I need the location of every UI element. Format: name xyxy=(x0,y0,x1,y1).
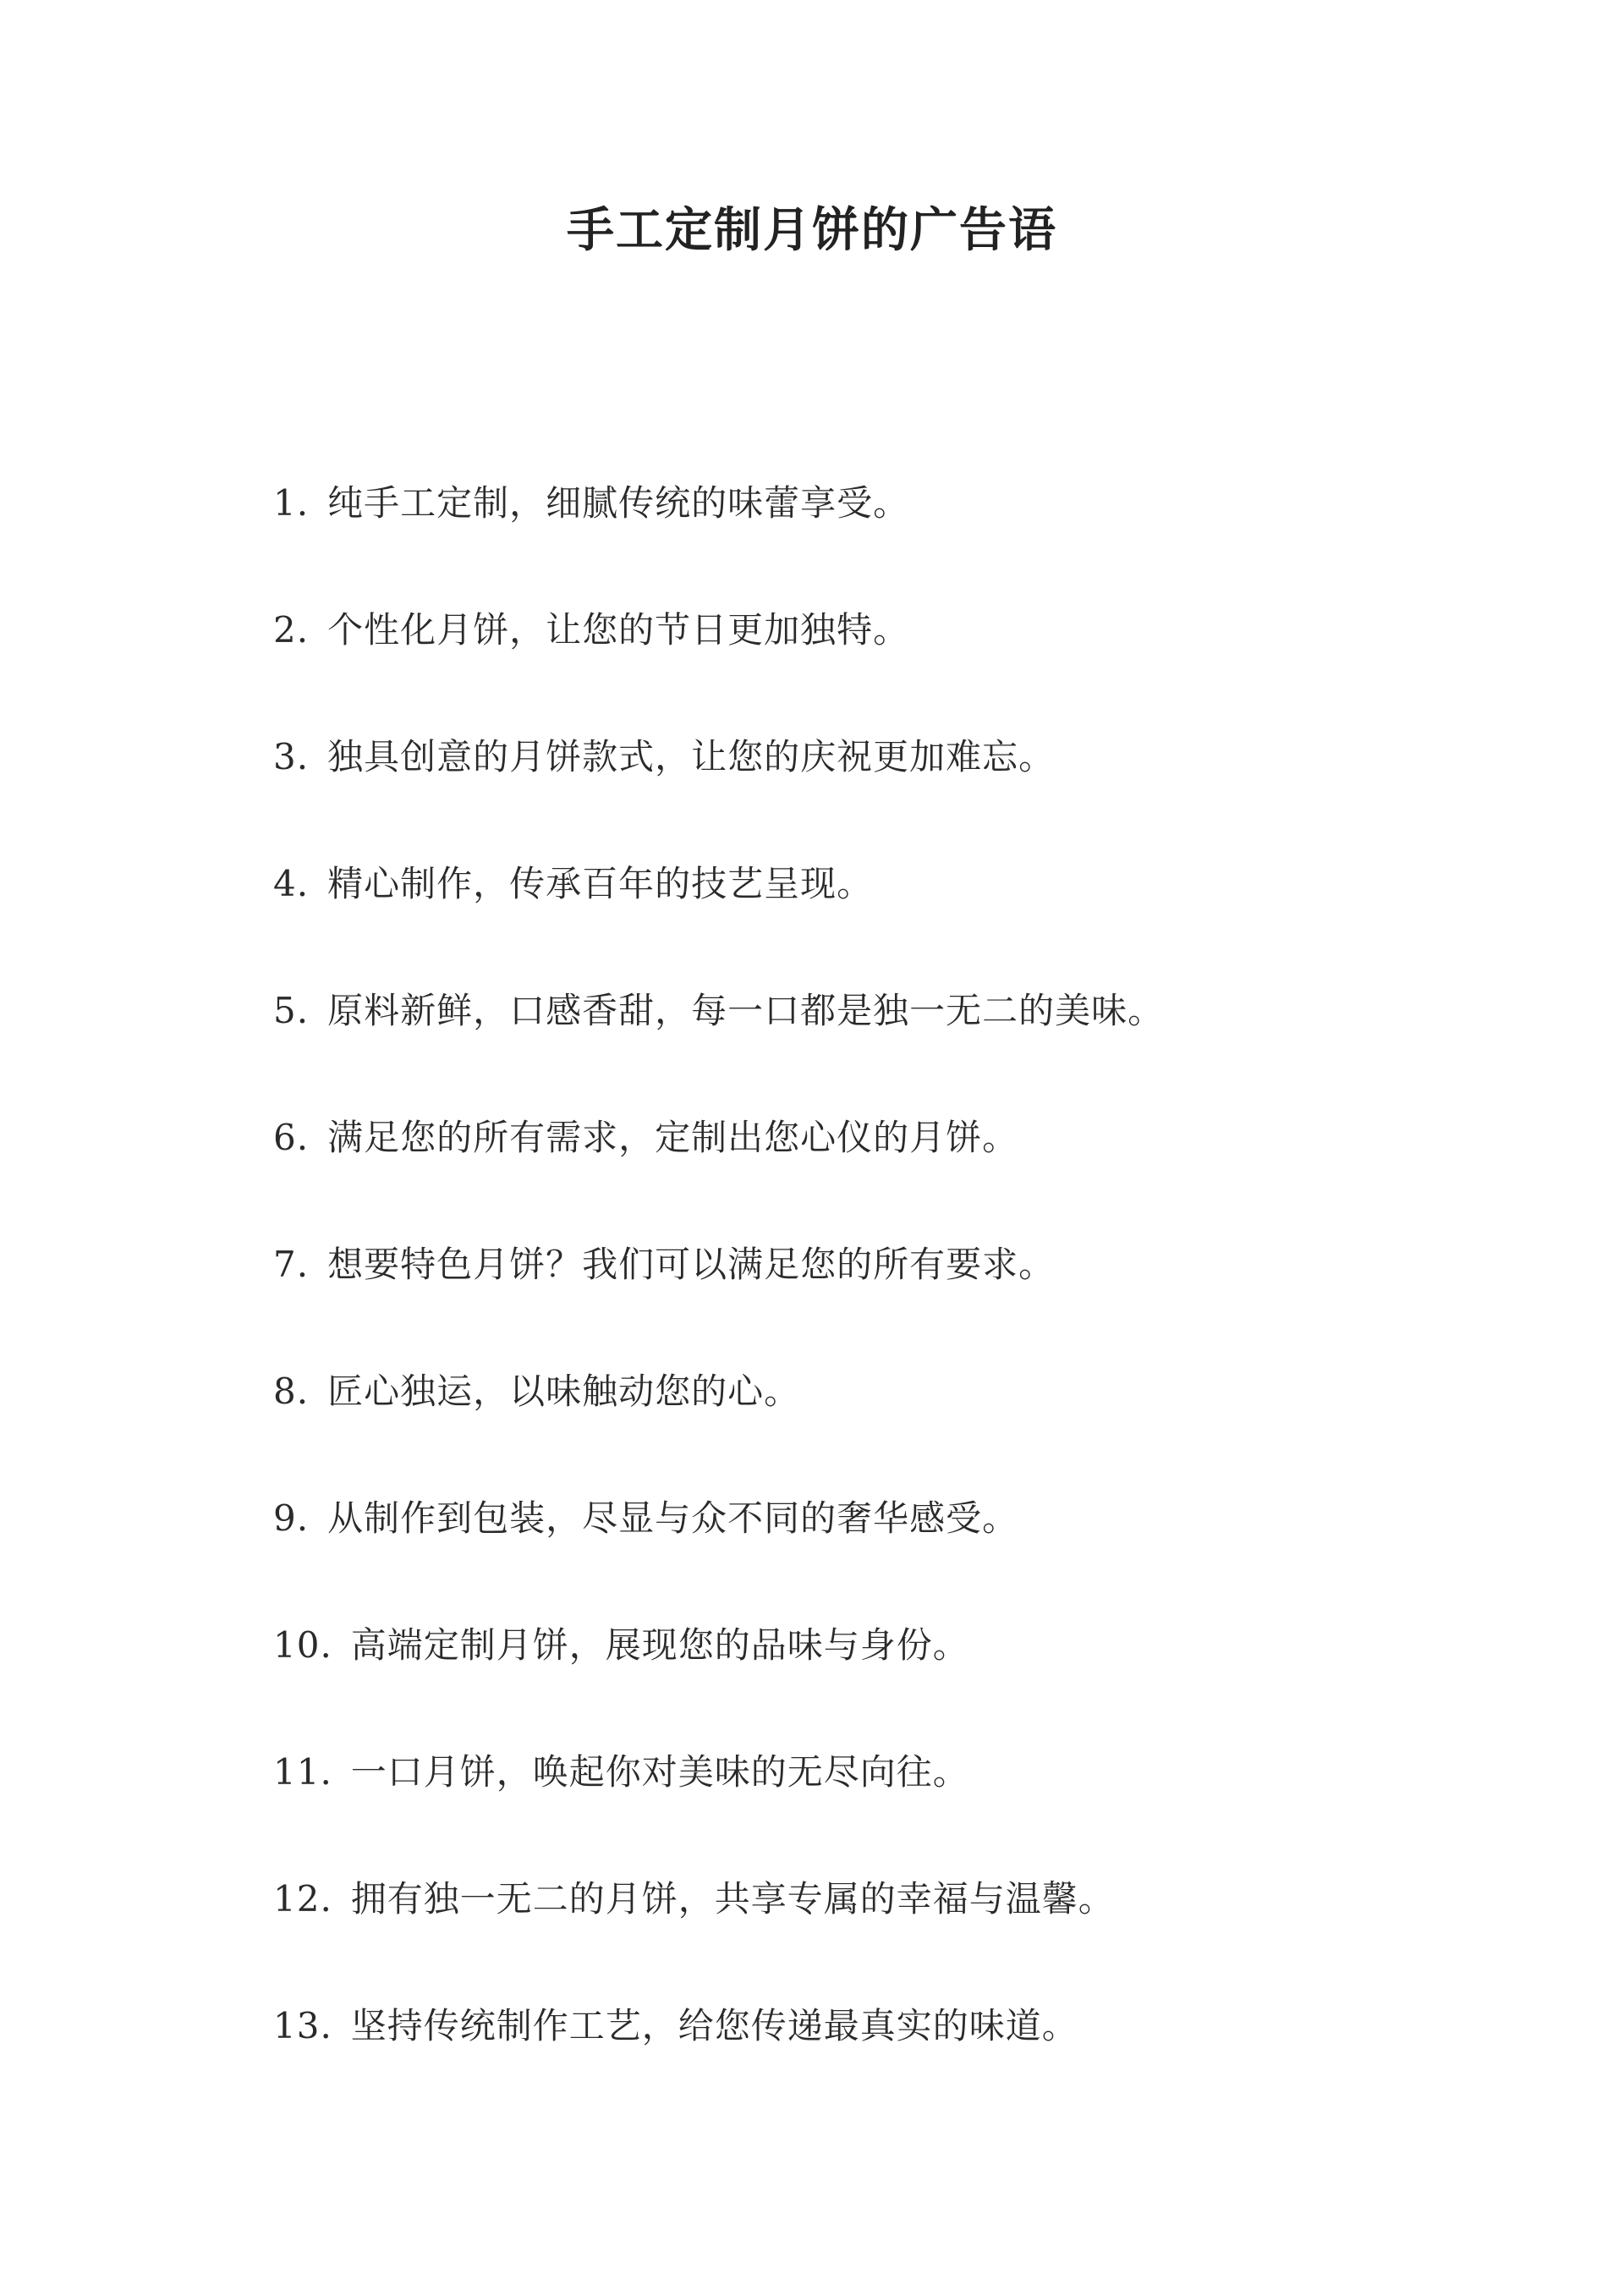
item-text: 匠心独运，以味触动您的心。 xyxy=(327,1370,801,1412)
item-text: 高端定制月饼，展现您的品味与身份。 xyxy=(350,1624,969,1666)
item-number: 10. xyxy=(273,1624,332,1666)
item-text: 个性化月饼，让您的节日更加独特。 xyxy=(327,609,910,651)
item-text: 纯手工定制，细腻传统的味蕾享受。 xyxy=(327,482,910,524)
list-item xyxy=(273,1836,1164,1963)
list-item xyxy=(273,948,1164,1074)
document-title: 手工定制月饼的广告语 xyxy=(567,202,1057,258)
list-item xyxy=(273,1328,1164,1455)
item-text: 原料新鲜，口感香甜，每一口都是独一无二的美味。 xyxy=(327,990,1165,1031)
slogan-list xyxy=(273,440,1164,2090)
list-item xyxy=(273,440,1164,567)
item-text: 满足您的所有需求，定制出您心仪的月饼。 xyxy=(327,1117,1019,1158)
item-text: 独具创意的月饼款式，让您的庆祝更加难忘。 xyxy=(327,736,1056,777)
item-number: 5. xyxy=(273,990,310,1031)
list-item xyxy=(273,1074,1164,1201)
item-number: 2. xyxy=(273,609,310,651)
list-item xyxy=(273,1455,1164,1582)
list-item xyxy=(273,567,1164,694)
item-number: 9. xyxy=(273,1497,310,1539)
list-item xyxy=(273,1963,1164,2090)
item-text: 想要特色月饼？我们可以满足您的所有要求。 xyxy=(327,1244,1056,1285)
item-number: 13. xyxy=(273,2005,332,2046)
item-number: 8. xyxy=(273,1370,310,1412)
list-item xyxy=(273,821,1164,948)
item-number: 1. xyxy=(273,482,310,524)
item-number: 3. xyxy=(273,736,310,777)
list-item xyxy=(273,694,1164,821)
item-number: 11. xyxy=(273,1751,332,1793)
item-text: 精心制作，传承百年的技艺呈现。 xyxy=(327,863,874,904)
item-number: 6. xyxy=(273,1117,310,1158)
list-item xyxy=(273,1201,1164,1328)
item-number: 4. xyxy=(273,863,310,904)
item-text: 拥有独一无二的月饼，共享专属的幸福与温馨。 xyxy=(350,1878,1115,1920)
item-number: 7. xyxy=(273,1244,310,1285)
item-text: 一口月饼，唤起你对美味的无尽向往。 xyxy=(350,1751,969,1793)
list-item xyxy=(273,1709,1164,1836)
list-item xyxy=(273,1582,1164,1709)
item-text: 从制作到包装，尽显与众不同的奢华感受。 xyxy=(327,1497,1019,1539)
item-text: 坚持传统制作工艺，给您传递最真实的味道。 xyxy=(350,2005,1078,2046)
item-number: 12. xyxy=(273,1878,332,1920)
